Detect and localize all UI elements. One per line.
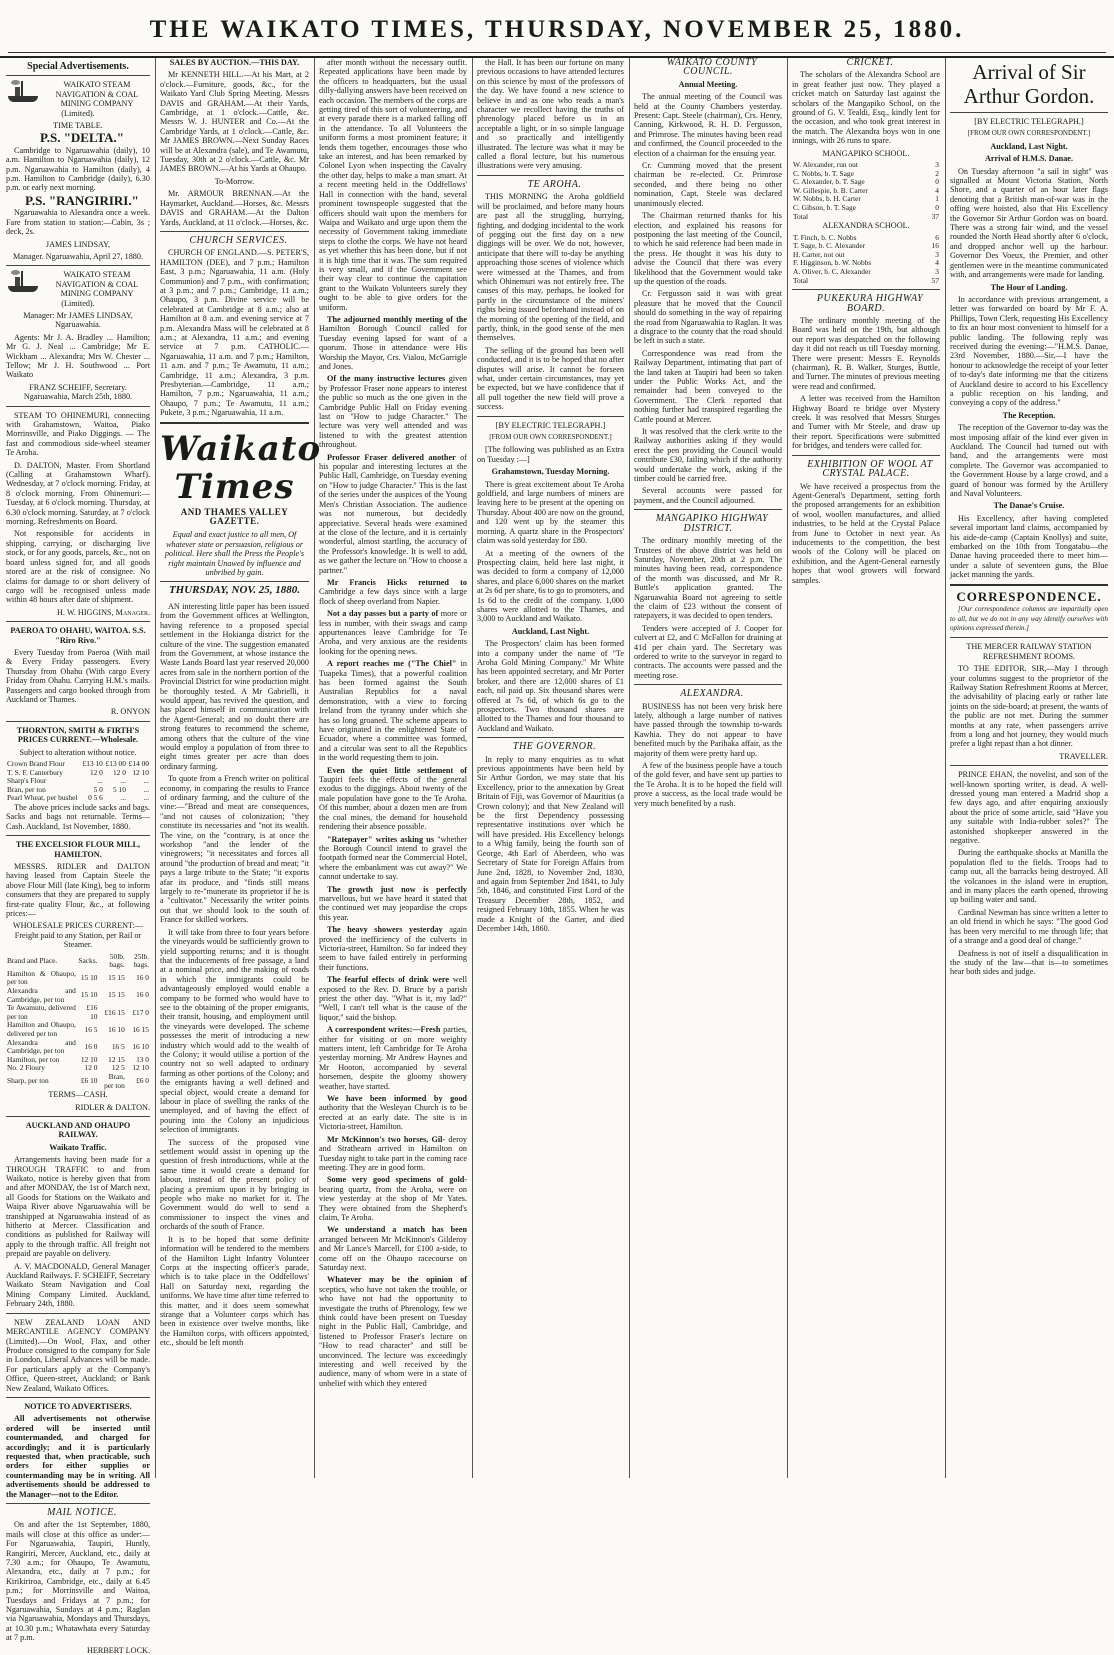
- price-row: [6, 987, 150, 1004]
- table-cell: Alexandra and Cambridge, per ton: [7, 1037, 76, 1056]
- editorial-note: [Our correspondence columns are impartially open to all, but we do not in any way identify ourselves with opinions expressed therein.]: [950, 605, 1108, 632]
- ad-text: STEAM TO OHINEMURI, connecting with Grahamstown, Waitoa, Piako Morrinsville, and Piako Diggings. — The fast and commodious side-wheel steamer Te Aroha.: [6, 410, 150, 458]
- table-cell: 16 10: [108, 1024, 125, 1034]
- ad-title: PAEROA TO OHAHU, WAITOA. S.S. "Riro Rivo.": [10, 626, 146, 645]
- divider: [792, 289, 940, 290]
- article-text: Several accounts were passed for payment, and the Council adjourned.: [634, 486, 782, 505]
- divider: [6, 1503, 150, 1504]
- article-text: The reception of the Governor to-day was the most imposing affair of the kind ever given in Auckland. The Council had turned out with band, and the arrangements were most complete. The Governor was accompanied to the Government House by a large crowd, and a guard of honour was formed by the Artillery and Naval Volunteers.: [950, 423, 1108, 499]
- paragraph-lead: Mr McKinnon's two horses, Gil-: [327, 1134, 446, 1144]
- paragraph-lead: Even the quiet little settlement of: [327, 765, 467, 775]
- table-cell: W. Gillespie, b. B. Carter: [793, 185, 868, 195]
- article-text: On Tuesday afternoon "a sail in sight" was signalled at Mount Victoria Station, North Shore, and a quarter of an hour later flags denoting that a British man-of-war was in the offing were hoisted, also that His Excellency the Governor Sir Arthur Gordon was on board. There was a strong fair wind, and the vessel rounded the North Head shortly after 6 o'clock, and dropped anchor well up the harbour. Governor Des Voeux, the Premier, and other gentlemen were in the meantime communicated with, and arrangements were made for landing.: [950, 166, 1108, 280]
- divider: [6, 406, 150, 407]
- article-text: Cardinal Newman has since written a letter to an old friend in which he says: "The good God has been very merciful to me through life; that of a strange and a good deal of change.": [950, 907, 1108, 946]
- paragraph-lead: Mr Francis Hicks returned to: [327, 577, 467, 587]
- paragraph-lead: We have been informed by good: [327, 1094, 467, 1104]
- paragraph-lead: A report reaches me ("The Chiel": [327, 659, 457, 669]
- divider: [634, 509, 782, 510]
- ad-text: NEW ZEALAND LOAN AND MERCANTILE AGENCY COMPANY (Limited).—On Wool, Flax, and other Produce consigned to the company for Sale in London, Liberal Advances will be made. For particulars apply at the Company's Office, Queen-street, Auckland; or Bank New Zealand, Waikato Offices.: [6, 1317, 150, 1393]
- logo-subtitle: AND THAMES VALLEY GAZETTE.: [180, 506, 289, 527]
- ad-text: WHOLESALE PRICES CURRENT:— Freight paid to any Station, per Rail or Steamer.: [12, 921, 144, 950]
- section-heading: ALEXANDRA.: [680, 688, 744, 700]
- price-row: [6, 794, 150, 803]
- article-text: Cr. Fergusson said it was with great pleasure that he moved that the Council should do something in the way of repairing the road from Ngaruawahia to Raglan. It was a disgrace to the county that the road should be left in such a state.: [634, 289, 782, 346]
- article-text: [The following was published as an Extra on Tuesday :—]: [477, 445, 624, 464]
- column-divider: [629, 58, 630, 1478]
- table-cell: 15 15: [108, 990, 125, 1000]
- article-text: bearing quartz, from the Aroha, were on view yesterday at the shop of Mr Yates. They were obtained from the Shepherd's claim, Te Aroha.: [319, 1184, 467, 1222]
- telegraph-label: [BY ELECTRIC TELEGRAPH.]: [495, 420, 606, 430]
- headline: Arrival of Sir Arthur Gordon.: [963, 60, 1095, 108]
- divider: [6, 265, 150, 266]
- letter-heading: THE MERCER RAILWAY STATION REFRESHMENT ROOMS.: [966, 642, 1092, 661]
- table-cell: 3: [935, 160, 939, 170]
- subheading: Auckland, Last Night.: [990, 141, 1068, 151]
- divider: [6, 835, 150, 836]
- table-cell: Bran, per ton: [7, 784, 46, 794]
- divider: [634, 684, 782, 685]
- divider: [6, 1397, 150, 1398]
- paragraph-lead: The fearful effects of drink were: [327, 975, 450, 985]
- table-cell: 37: [931, 211, 939, 221]
- article-text: The annual meeting of the Council was held at the County Chambers yesterday. Present: Capt. Steele (chairman), Crs. Henry, Canning, Kirkwood, R. H. D. Fergusson, and Primrose. The minutes having been read and confirmed, the Council proceeded to the election of a chairman for the ensuing year.: [634, 92, 782, 158]
- column-news: [319, 58, 467, 1478]
- article-text: PRINCE EHAN, the novelist, and son of the well-known sporting writer, is dead. A well-dressed young man entered a Madrid shop a few days ago, and after enquiring anxiously about the price of some article, said "Have you any suitable with India-rubber soles?" The astonished shopkeeper answered in the negative.: [950, 770, 1108, 846]
- subheading: The Reception.: [1002, 410, 1056, 420]
- table-cell: ...: [120, 793, 126, 803]
- article-text: Mr. ARMOUR BRENNAN.—At the Haymarket, Auckland.—Horses, &c. Messrs DAVIS and GRAHAM.—At the Dalton Yards, Auckland, at 11 o'clock.—Horses, &c.: [160, 189, 309, 227]
- paragraph-lead: The growth just now is perfectly: [327, 884, 467, 894]
- ad-title: AUCKLAND AND OHAUPO RAILWAY.: [25, 1120, 131, 1140]
- table-cell: £14 00: [128, 759, 149, 768]
- table-cell: A. Oliver, b. C. Alexander: [793, 267, 871, 276]
- article-text: The Chairman returned thanks for his election, and explained his reasons for postponing the last meeting of the Council, to which he said reference had been made in the press. He thought it was his duty to advise the Council that there was every likelihood that the Government would take up the question of the roads.: [634, 211, 782, 286]
- table-cell: £13 00: [105, 759, 126, 768]
- table-cell: T. Sage, b. C. Alexander: [793, 241, 866, 251]
- section-heading: SALES BY AUCTION.—THIS DAY.: [169, 58, 300, 67]
- table-cell: 4: [935, 258, 939, 268]
- article-text: in Tuapeka Times), that a powerful coalition has been formed against the South Australian Republics for a naval demonstration, with a view to forcing Ireland from the tyranny under which she has so long groaned. The scheme appears to have originated in the enlightened State of Ecuador, where a committee was formed, and a circular was sent to all the Republics in the world requesting them to join.: [319, 659, 468, 763]
- table-cell: 0: [935, 203, 939, 213]
- paragraph-lead: Professor Fraser delivered another: [327, 452, 456, 462]
- newspaper-logo: Waikato Times: [160, 428, 322, 507]
- ad-text: On and after the 1st September, 1880, mails will close at this office as under:—For Ngaruawahia, Taupiri, Huntly, Rangiriri, Mercer, Auckland, etc., daily at 7.30 a.m.; for Ohaupo, Te Awamutu, Alexandra, etc., daily at 7 p.m.; for Kirikiriroa, Cambridge, etc., daily at 6.45 p.m.; for Morrinsville and Waitoa, Tuesdays and Fridays at 7 p.m.; for Ngaruawahia, Sundays at 4 p.m.; Raglan via Ngaruawahia, Mondays and Thursdays, at 10.30 p.m.; Whatawhata every Saturday at 7 p.m.: [6, 1520, 150, 1643]
- divider: [160, 422, 309, 424]
- ad-manager-role: Manager. Ngaruawahia, April 27, 1880.: [12, 251, 144, 261]
- table-cell: Hamilton & Ohaupo, per ton: [7, 968, 76, 987]
- ad-text: Arrangements having been made for a THROUGH TRAFFIC to and from Waikato, notice is hereby given that from and after MONDAY, the 1st of March next, all Goods for Stations on the Waikato and Waipa River above Ngaruawahia will be transhipped at Ngaruawahia instead of as hitherto at Mercer. Classification and conditions as published for Railway will apply to the through traffic. All freight not prepaid are payable on delivery.: [6, 1155, 150, 1259]
- article-text: AN interesting little paper has been issued from the Government offices at Wellington, having reference to a proposed special settlement in the Hokianga district for the culture of the vine. The suggestion emanated from the Government, at whose instance the Waste Lands Board last year reserved 20,000 acres from sale in the northern portion of the Provincial District for wine production might be thoroughly tested. A Mr Gabrielli, it would appear, has revived the question, and has placed himself in communication with the Agent-General; and no doubt there are strong features to recommend the scheme, among others that the culture of the vine would employ a population of from three to eight times greater per acre than does ordinary farming.: [160, 601, 309, 771]
- paragraph-lead: Of the many instructive lectures: [327, 374, 446, 384]
- price-table: [6, 953, 150, 1091]
- table-cell: Sharp, per ton: [7, 1076, 49, 1086]
- table-cell: Bran, per ton: [104, 1071, 125, 1090]
- correspondent-label: [FROM OUR OWN CORRESPONDENT.]: [489, 433, 612, 442]
- score-row: [792, 204, 940, 213]
- article-text: There is great excitement about Te Aroha goldfield, and large numbers of miners are leaving here to be present at the opening on Thursday. About 400 are now on the ground, and 120 went up by the steamer this morning. A quartz share in the Prospectors' claim was sold yesterday for £80.: [477, 479, 624, 546]
- price-row: [6, 1021, 150, 1038]
- paragraph-lead: Whatever may be the opinion of: [327, 1275, 467, 1285]
- article-text: of his popular and interesting lectures at the Public Hall, Cambridge, on Tuesday evening on "How to judge Character." This is the last of the series under the auspices of the Young Men's Christian Association. The audience was not numerous, but decidedly appreciative. Several heads were examined at the close of the lecture, and it is certainly wonderful, almost startling, the accuracy of the Professor's knowledge. It is well to add, as we gather the lecture on "How to choose a partner.": [319, 452, 467, 575]
- table-cell: H. Carter, not out: [793, 249, 845, 259]
- table-cell: 3: [935, 267, 939, 276]
- divider: [950, 765, 1108, 766]
- telegraph-label: [BY ELECTRIC TELEGRAPH.]: [974, 117, 1084, 126]
- article-text: well exposed to the Rev. D. Bruce by a parish priest the other day. "What is it, my lad?" "Well, I can't tell what is the cause of the liquor," said the bishop.: [319, 975, 468, 1022]
- table-cell: £16 15: [104, 1007, 125, 1017]
- score-row: [792, 268, 940, 277]
- ad-text: MESSRS. RIDLER and DALTON having leased from Captain Steele the above Flour Mill (late King), beg to inform consumers that they are prepared to supply first-rate quality Flour, &c., at following prices:—: [6, 862, 150, 919]
- article-text: Cr. Cumming moved that the present chairman be re-elected. Cr. Primrose seconded, and there being no other nomination, Capt. Steele was declared unanimously elected.: [634, 161, 782, 208]
- letter-signature: TRAVELLER.: [1059, 751, 1108, 761]
- table-cell: ...: [97, 776, 103, 786]
- table-cell: Pearl Wheat, per bushel: [7, 793, 78, 803]
- paragraph-lead: "Ratepayer" writes asking us: [327, 834, 435, 844]
- section-heading: CHURCH SERVICES.: [189, 234, 288, 246]
- section-heading: THE GOVERNOR.: [512, 741, 597, 753]
- subheading: Grahamstown, Tuesday Morning.: [491, 467, 610, 477]
- table-cell: 12 10: [132, 767, 149, 777]
- divider: [950, 584, 1108, 586]
- ad-text: FRANZ SCHEIFF, Secretary. Ngaruawahia, March 25th, 1880.: [23, 382, 133, 402]
- table-cell: 16 5: [111, 1041, 125, 1051]
- table-cell: 5 0: [93, 784, 103, 794]
- table-cell: T. Finch, b. C. Nobbs: [793, 232, 857, 242]
- article-text: It will take from three to four years before the vineyards would be sufficiently grown to yield supporting returns; and it is thought that the inducements of free passage, a land at a nominal price, and the making of roads in which the immigrants could be advantageously employed would enable a company to be formed who would have to see to the obtaining of the proper emigrants, their transit, housing, and employment until the vineyards were developed. The scheme possesses the merit of introducing a new industry which would add to the wealth of the Colony; it would utilise a portion of the country not so well adapted to ordinary farming as other portions of the Colony; and the emigrants having a well defined and special object, would create a demand for labour in place of swelling the ranks of the unemployed, and of having the effect of pouring into the Colony an injudicious selection of immigrants.: [160, 927, 309, 1135]
- paragraph-lead: We understand a match has been: [327, 1225, 467, 1235]
- table-cell: 2: [935, 168, 939, 178]
- score-table: [792, 234, 940, 286]
- table-cell: C. Gibson, b. T. Sage: [793, 203, 856, 213]
- steamship-icon: [6, 80, 40, 104]
- ad-text: Not responsible for accidents in shipping, carrying, or discharging live stock, or for any goods, parcels, &c., not on board unless signed for, and all goods stored are at the risk of consignee. No claims for damage to or short delivery of cargo will be recognised unless made within 48 hours after date of shipment.: [6, 529, 150, 605]
- table-cell: Sharp's Flour: [7, 776, 47, 786]
- subheading: Arrival of H.M.S. Danae.: [984, 154, 1073, 164]
- article-text: Correspondence was read from the Railway Department, intimating that part of the land taken at Taupiri had been so taken under the Public Works Act, and the remainder had been conveyed to the Government. The Clerk reported that nothing further had transpired regarding the Cattle pound at Mercer.: [634, 348, 782, 424]
- table-cell: C. Alexander, b. T. Sage: [793, 177, 865, 187]
- table-cell: 16 10: [132, 1041, 149, 1051]
- subheading: The Hour of Landing.: [990, 282, 1068, 292]
- article-text: The scholars of the Alexandra School are in great feather just now. They played a cricket match on Saturday last against the scholars of the Mangapiko School, on the ground of G. V. Tealdi, Esq., kindly lent for the occasion, and who took great interest in the match. The Alexandra boys won in one innings, with 26 runs to spare.: [792, 70, 940, 146]
- ad-text: All advertisements not otherwise ordered will be inserted until countermanded, and charged for accordingly; and it is particularly requested that, when practicable, such orders for either supplies or countermanding may be in writing. All advertisements should be addressed to the Manager—not to the Editor.: [6, 1414, 150, 1499]
- article-text: parties, either for visiting or on more weighty matters intent, left Cambridge for Te Aroha yesterday morning. Mr Andrew Haynes and Mr Hooton, accompanied by several horsemen, despite the gloomy showery weather, have started.: [319, 1025, 467, 1091]
- price-row: [6, 1004, 150, 1021]
- table-cell: F. Higginson, b. W. Nobbs: [793, 258, 872, 268]
- table-cell: 4: [935, 185, 939, 195]
- ad-text: Subject to alteration without notice.: [19, 747, 137, 757]
- team-heading: ALEXANDRA SCHOOL.: [822, 221, 910, 231]
- ad-text: Agents: Mr J. A. Bradley ... Hamilton; Mr G. J. Neal ... Cambridge; Mr E. Wickham ... Alexandra; Mrs W. Chester ... Tellow; Mr J. H. Southwood ... Port Waikato: [6, 332, 150, 380]
- price-row: [6, 953, 150, 970]
- article-text: the Hall. It has been our fortune on many previous occasions to have attended lectures on this science by most of the professors of the day. We have found a new science to believe in and as one who reads a man's character we recollect having the truths of phrenology placed before us in an acceptable a light, or in so simple language and so practically and intelligently illustrated. The lecture was what it may be called a floral lecture, but his numerous illustrations were very amusing.: [477, 58, 624, 171]
- section-heading: WAIKATO COUNTY COUNCIL.: [666, 57, 758, 78]
- ad-title: NOTICE TO ADVERTISERS.: [24, 1401, 132, 1411]
- article-text: more or less in number, with their swags and camp appurtenances leave Cambridge for Te Aroha, and very anxious are the residents looking for the opening news.: [319, 609, 468, 656]
- ad-text: The above prices include sacks and bags. Sacks and bags not returnable. Terms—Cash. Auckland, 1st November, 1880.: [6, 802, 150, 831]
- correspondent-label: [FROM OUR OWN CORRESPONDENT.]: [967, 129, 1091, 138]
- article-text: "whether the Borough Council intend to gravel the footpath formed near the Commercial Hotel, where the embankment was cut away?" We cannot undertake to say.: [319, 834, 467, 882]
- ad-text: Every Tuesday from Paeroa (With mail & Every Friday passengers. Every Thursday from Ohahu (With cargo Every Friday from Ohahu. Carrying H.M.'s mails. Passengers and cargo booked through from Auckland or Thames.: [6, 647, 150, 704]
- table-cell: Sacks.: [78, 955, 98, 965]
- table-cell: 13 0: [136, 1054, 149, 1064]
- table-cell: 50lb. bags.: [109, 951, 125, 970]
- section-heading: CRICKET.: [846, 57, 894, 68]
- dateline: THURSDAY, NOV. 25, 1880.: [168, 584, 301, 597]
- table-cell: 16 0: [136, 973, 149, 983]
- article-text: Tenders were accepted of J. Cooper for culvert at £2, and C McFallon for draining at 41d per chain yard. The Secretary was ordered to write to the surveyor in regard to contracts. The accounts were passed and the meeting rose.: [634, 623, 782, 680]
- steamship-icon: [6, 270, 40, 294]
- ad-text: Cambridge to Ngaruawahia (daily), 10 a.m. Hamilton to Ngaruawahia (daily), 12 p.m. Ngaruawahia to Hamilton (daily), 4 p.m. Hamilton to Cambridge (daily), 6.30 p.m. or early next morning.: [6, 145, 150, 193]
- table-cell: 12 0: [112, 767, 126, 777]
- table-cell: 16: [931, 241, 939, 251]
- article-text: Mr KENNETH HILL.—At his Mart, at 2 o'clock.—Furniture, goods, &c., for the Waikato Yard Club Spring Meeting. Messrs DAVIS and GRAHAM.—At their Yards, Cambridge, at 1 o'clock.—Cattle, &c. Messrs W. J. HUNTER and Co.—At the Cambridge Yards, at 1 o'clock.—Cattle, &c. Mr JAMES BROWN.—Next Sunday Races will be at Alexandra (sale), and Te Awamutu, Tuesday, 30th at 2 o'clock.—Cattle, &c. Mr JAMES BROWN.—At his Yards at Ohaupo.: [160, 70, 309, 174]
- section-heading: Special Advertisements.: [27, 61, 129, 72]
- table-cell: 12 5: [111, 1063, 125, 1073]
- table-cell: ...: [120, 776, 126, 786]
- article-text: A letter was received from the Hamilton Highway Board re bridge over Mystery creek. It was resolved that Messrs Sturges and Turner with Mr Steele, and draw up their report. Specifications were submitted for bridges, and tenders were called for.: [792, 394, 940, 451]
- table-cell: Hamilton and Ohaupo, delivered per ton: [7, 1020, 76, 1038]
- letter-text: TO THE EDITOR. SIR,—May I through your columns suggest to the proprietor of the Railway Station Refreshment Rooms at Mercer, the advisability of placing early or rather late joints on the side-board; at present, the wants of the public are not met. During the summer months at any rate, when passengers arrive from a long and hot journey, they would much prefer a light repast than a hot dinner.: [950, 664, 1108, 749]
- column-divider: [314, 58, 315, 1478]
- article-text: Cambridge a few days since with a large flock of sheep overland from Napier.: [319, 587, 467, 606]
- table-cell: Brand and Place.: [7, 955, 58, 965]
- table-cell: 12 0: [89, 767, 103, 777]
- table-cell: £6 10: [80, 1076, 98, 1086]
- table-cell: 12 10: [80, 1054, 98, 1064]
- divider: [477, 416, 624, 417]
- article-text: again proved the inefficiency of the culverts in Victoria-street, Hamilton. So far indeed they seem to have failed entirely in performing their functions.: [319, 925, 468, 972]
- price-row: [6, 1073, 150, 1090]
- table-cell: £6 0: [136, 1076, 149, 1086]
- divider: [950, 112, 1108, 113]
- column-advertisements: [6, 58, 150, 1655]
- section-heading: PUKEKURA HIGHWAY BOARD.: [816, 293, 924, 314]
- ad-text: D. DALTON, Master. From Shortland (Calling at Grahamstown Wharf). Wednesday, at 7 o'clock morning. Friday, at 8 o'clock morning. From Ohinemuri:— Tuesday, at 6 o'clock morning. Thursday, at 6.30 o'clock morning. Saturday, at 7 o'clock morning. Refreshments on Board.: [6, 460, 150, 527]
- masthead-rule: [8, 52, 1106, 53]
- paragraph-lead: The adjourned monthly meeting of the: [327, 314, 467, 324]
- table-cell: Crown Brand Flour: [7, 759, 65, 768]
- article-text: It was resolved that the clerk write to the Railway authorities asking if they would erect the pen providing the Council would contribute £30, failing which if the authority would undertake the work, asking if the timber could be carried free.: [634, 427, 782, 484]
- ad-signature: RIDLER & DALTON.: [75, 1102, 150, 1112]
- divider: [950, 637, 1108, 638]
- table-cell: W. Nobbs, b. H. Carter: [793, 194, 861, 204]
- table-cell: 16 0: [84, 1041, 98, 1051]
- table-cell: Total: [793, 211, 809, 221]
- table-cell: 12 15: [108, 1054, 125, 1064]
- table-cell: 16 15: [132, 1024, 149, 1034]
- ad-subtitle: Waikato Traffic.: [49, 1142, 107, 1152]
- table-cell: 6: [935, 232, 939, 242]
- article-text: The ordinary monthly meeting of the Board was held on the 19th, but although our report was despatched on the following day it did not reach us till Tuesday morning. There were present: Messrs E. Reynolds (chairman), R. B. Walker, Sturges, Buttle, and Turner. The minutes of previous meeting were read and confirmed.: [792, 316, 940, 391]
- article-text: marvellous, but we have heard it stated that the continued wet may jeopardise the crops this year.: [319, 893, 467, 922]
- price-table: [6, 760, 150, 803]
- table-cell: ...: [143, 793, 149, 803]
- article-text: We have received a prospectus from the Agent-General's Department, setting forth the proposed arrangements for an exhibition of wool, woollen manufactures, and allied industries, to be held at the Crystal Palace from June to October in next year. As inducements to the competition, the best wools of the Colony will be placed on exhibition, and the Agent-General earnestly hopes that wool growers will forward samples.: [792, 481, 940, 585]
- ad-title: THORNTON, SMITH & FIRTH'S PRICES CURRENT.—Wholesale.: [16, 725, 140, 745]
- divider: [160, 231, 309, 232]
- masthead: [0, 0, 1114, 58]
- table-cell: 12 10: [132, 1063, 149, 1073]
- table-cell: 0 5 6: [88, 793, 103, 803]
- article-text: In accordance with previous arrangement, a letter was forwarded on board by Mr F. A. Phillips, Town Clerk, requesting His Excellency to fix an hour most convenient to himself for a public landing. The following reply was received during the evening:—"H.M.S. Danae, 23rd November, 1880.—Sir,—I have the honour to acknowledge the receipt of your letter of to-day's date informing me that the citizens of Auckland desire to accord to his Excellency a public reception on his landing, and conveying a copy of the address.": [950, 294, 1109, 408]
- article-text: Hamilton Borough Council called for Tuesday evening lapsed for want of a quorum. Those in attendance were His Worship the Mayor, Crs. Vialou, McGarrigle and Jones.: [319, 324, 467, 371]
- price-row: [6, 1039, 150, 1056]
- motto: Equal and exact justice to all men, Of whatever state or persuasion, religious or political. Here shall the Press the People's right maintain Unawed by influence and unbribed by gain.: [164, 530, 305, 578]
- table-cell: 15 10: [80, 973, 98, 983]
- table-cell: C. Nobbs, b. T. Sage: [793, 168, 854, 178]
- table-cell: 16 0: [136, 990, 149, 1000]
- divider: [6, 1116, 150, 1117]
- table-cell: Hamilton, per ton: [7, 1054, 60, 1064]
- price-row: [6, 970, 150, 987]
- column-cricket: [792, 58, 940, 1478]
- ad-rangiriri: P.S. "RANGIRIRI.": [25, 192, 139, 208]
- article-text: CHURCH OF ENGLAND.—S. PETER'S, HAMILTON (DEE), and 7 p.m.; Hamilton East, 3 p.m.; Ngaruawahia, 11 a.m. (Holy Communion) and 7 p.m., with confirmation; at 3 p.m.; and 7 p.m.; Cambridge, 11 a.m.; Ohaupo, 3 p.m. Divine service will be celebrated at Cambridge at 8 a.m.; also at Hamilton at 8 a.m. and evening service at 7 p.m. Alexandra Mass will be celebrated at 8 a.m.; at Alexandra, 11 a.m.; and evening service at 7 p.m. CATHOLIC.—Ngaruawahia, 11 a.m. and 7 p.m.; Hamilton, 11 a.m. and 7 p.m.; Te Awamutu, 11 a.m.; Cambridge, 11 a.m.; Alexandra, 3 p.m. Presbyterian.—Cambridge, 11 a.m.; Hamilton, 7 p.m.; Ngaruawahia, 11 a.m.; Ohaupo, 7 p.m.; Te Awamutu, 11 a.m.; Pukete, 3 p.m.; Ngaruawahia, 11 a.m.: [160, 248, 309, 418]
- divider: [792, 455, 940, 456]
- table-cell: 16 5: [84, 1024, 98, 1034]
- article-text: The Prospectors' claim has been formed into a company under the name of "Te Aroha Gold Mining Company." Mr White has been appointed secretary, and Mr Porter broker, and there are 12,000 shares of £1 each, nil paid up. Six thousand shares were offered at 7s 6d, of which 6s go to the prospectors. Two thousand shares are allotted to the Thames and four thousand to Auckland and Waikato.: [477, 639, 624, 733]
- article-text: A few of the business people have a touch of the gold fever, and have sent up parties to the Te Aroha. It is to be hoped the field will prove a success, as the local trade would be very much benefited by a rush.: [634, 761, 782, 808]
- article-text: The ordinary monthly meeting of the Trustees of the above district was held on Saturday, November, 20th at 2 p.m. The minutes having been read, correspondence of the month was discussed, and Mr R. Buttle's application granted. The Ngaruawahia Board not agreeing to settle the claim of £23 without the consent of ratepayers, it was decided to open tenders.: [634, 536, 782, 621]
- table-cell: No. 2 Floury: [7, 1063, 45, 1073]
- divider: [6, 1313, 150, 1314]
- paragraph-lead: Not a day passes but a party of: [327, 609, 439, 619]
- article-text: arranged between Mr McKinnon's Gilderoy and Mr Lance's Marcell, for £100 a-side, to come off on the Ohaupo racecourse on Saturday next.: [319, 1234, 467, 1272]
- paragraph-lead: The heavy showers yesterday: [327, 925, 443, 935]
- divider: [160, 581, 309, 582]
- table-cell: 0: [935, 177, 939, 187]
- divider: [6, 621, 150, 622]
- table-cell: W. Alexander, run out: [793, 160, 858, 170]
- score-row: [792, 213, 940, 222]
- article-text: deroy and Strathearn arrived in Hamilton on Tuesday night to take part in the coming race meeting. They are in good form.: [319, 1134, 468, 1172]
- article-text: At a meeting of the owners of the Prospecting claim, held here last night, it was decided to form a company of 12,000 shares, and place 6,000 shares on the market at 2s 6d per share, 6s to go to promoters, and 1s 6d to the credit of the company. 1,000 shares were allotted to the Thames, and 3,000 to Auckland and Waikato.: [477, 548, 624, 624]
- table-cell: 15 15: [108, 973, 125, 983]
- team-heading: MANGAPIKO SCHOOL.: [822, 148, 910, 158]
- divider: [477, 737, 624, 738]
- article-text: after month without the necessary outfit. Repeated applications have been made by the officers to headquarters, but the usual dilly-dallying answers have been received on each occasion. The members of the corps are getting tired of this sort of volunteering, and at every parade there is a marked falling off in the attendance. To all Volunteers the uniform forms a most prominent feature; it lends them together, encourages those who take an interest, and has been remarked by Colonel Lyon when inspecting the Cavalry the other day, helps to make a man smart. At a recent meeting held in the Oddfellows' Hall in connection with the band, several prominent townspeople suggested that the officers should wait upon the members for Waipa and Waikato and urge upon them the necessity of Government taking immediate steps to clothe the corps. We have not heard as yet whether this has been done, but if not it is high time that it was. The sum required is very small, and if the Government see their way clear to continue the capitation grant to the Waikato Volunteers surely they ought to be able to give orders for the uniform.: [319, 58, 468, 312]
- table-cell: £13 10: [82, 759, 103, 768]
- section-heading: TE AROHA.: [527, 178, 582, 190]
- article-text: During the earthquake shocks at Manilla the population fled to the fields. Troops had to camp out, all the barracks being destroyed. All the volcanoes in the island were in eruption, and in many places the earth opened, throwing up boiling water and sand.: [950, 848, 1108, 905]
- score-table: [792, 161, 940, 221]
- article-text: In reply to many enquiries as to what previous appointments have been held by Sir Arthur Gordon, we may state that his Excellency, prior to the annexation by Great Britain of Fiji, was Governor of Mauritius (a Crown colony); and that New Zealand will be the first Dependency possessing representative institutions over which he will have presided. His Excellency belongs to a Whig family, being the fourth son of George, 4th Earl of Aberdeen, who was Secretary of State for Foreign Affairs from June 2nd, 1828, to November 2nd, 1830, and again from September 2nd 1841, to July 5th, 1846, and constituted First Lord of the Treasury December 28th, 1852, and resigned February 10th, 1855. When he was made a Knight of the Garter, and died December 14th, 1860.: [477, 754, 624, 933]
- article-text: To quote from a French writer on political economy, in comparing the results to France of ordinary farming, and the culture of the vine:—"Bread and meat are consequences, "and not causes of colonization; "they constitute its necessaries and "not its wealth. The vine, on the "contrary, is at once the workshop "and the lender of the vinegrowers; "it necessitates and forces all around "the production of bread and meat; "it pays a large tribute to the State; "it exports afar its produce, and "finds still means largely to re-"munerate its proprietor if he is a "cultivator." Necessarily the writer points out that we should look to the south of France for skilled workers.: [160, 774, 309, 925]
- ad-text: A. V. MACDONALD, General Manager Auckland Railways. F. SCHEIFF, Secretary Waikato Steam Navigation and Coal Mining Company Limited. Auckland, February 24th, 1880.: [6, 1261, 150, 1309]
- column-divider: [155, 58, 156, 1478]
- article-text: given by Professor Fraser none appears to interest the public so much as the one given in the Cambridge Public Hall on Friday evening last on "How to judge Character." The lecture was very well attended and was listened to with the greatest attention throughout.: [319, 374, 467, 450]
- table-cell: Total: [793, 275, 809, 285]
- divider: [477, 175, 624, 176]
- ad-steam-title: WAIKATO STEAM NAVIGATION & COAL MINING COMPANY (Limited).: [55, 80, 139, 118]
- ad-text: TERMS—CASH.: [48, 1090, 108, 1100]
- section-heading: EXHIBITION OF WOOL AT CRYSTAL PALACE.: [807, 458, 933, 480]
- divider: [6, 75, 150, 76]
- subheading: Auckland, Last Night.: [511, 626, 590, 636]
- column-editorial: [160, 58, 322, 1478]
- column-county-council: [634, 58, 782, 1478]
- column-arrival: [950, 58, 1108, 1478]
- table-cell: 15 10: [80, 990, 98, 1000]
- table-cell: 1: [935, 194, 939, 204]
- price-row: [6, 1064, 150, 1073]
- divider: [6, 721, 150, 722]
- column-divider: [472, 58, 473, 1478]
- article-text: sceptics, who have not taken the trouble, or who have not had the opportunity to investigate the truths of Phrenology, few we think could have been present on Tuesday night in the Public Hall, Cambridge, and listened to Professor Fraser's lecture on "How to read character" and still be unconvinced. The lecture was exceedingly interesting and well received by the audience, many of whom were in a state of unbelief with which they entered: [319, 1284, 467, 1388]
- article-text: The selling of the ground has been well conducted, and it is to be hoped that no after disputes will arise. It cannot be forseen what, under certain circumstances, may yet be expected, but we have confidence that if all pull together the new field will prove a success.: [477, 345, 624, 412]
- section-heading: MANGAPIKO HIGHWAY DISTRICT.: [655, 513, 769, 534]
- ad-steam-title: WAIKATO STEAM NAVIGATION & COAL MINING COMPANY (Limited).: [55, 270, 139, 308]
- subheading: Annual Meeting.: [678, 79, 738, 89]
- table-cell: ...: [143, 776, 149, 786]
- ad-text: Manager: Mr JAMES LINDSAY, Ngaruawahia.: [23, 310, 133, 330]
- article-text: The success of the proposed vine settlement would assist in opening up the question of fresh introductions, while at the same time it would create a demand for labour, instead of the present policy of placing a premium upon it by bringing in people who make no market for it. The Government would do well to send a commissioner to inspect the vines and orchards of the south of France.: [160, 1137, 309, 1232]
- table-cell: £16 10: [86, 1003, 98, 1021]
- table-cell: 3: [935, 249, 939, 259]
- paragraph-lead: Some very good specimens of gold-: [327, 1175, 467, 1185]
- ad-delta: P.S. "DELTA.": [39, 130, 125, 146]
- subheading: The Danae's Cruise.: [993, 501, 1065, 511]
- article-text: authority that the Wesleyan Church is to be erected at an early date. The site is in Victoria-street, Hamilton.: [319, 1103, 467, 1132]
- table-cell: £17 0: [132, 1007, 149, 1017]
- paragraph-lead: A correspondent writes:—Fresh: [327, 1025, 441, 1035]
- article-text: Taupiri feels the effects of the general exodus to the diggings. About twenty of the male population have gone to the Te Aroha. Of this number, about a dozen men are from the coal mines, the demand for household rendering their absence possible.: [319, 775, 467, 832]
- article-text: BUSINESS has not been very brisk here lately, although a large number of natives have passed through the township to-wards Kawhia. They do not appear to have benefited much by the Parihaka affair, as the majority of them were pretty hard up.: [634, 701, 782, 758]
- table-cell: Alexandra and Cambridge, per ton: [7, 986, 76, 1004]
- table-cell: 57: [931, 275, 939, 285]
- article-text: His Excellency, after having completed several important land claims, accompanied by his aide-de-camp (Captain Knollys) and suite, embarked on the 10th from Tongatabu—the Danae having proceeded there to meet him—under a salute of seventeen guns, the Blue jacket manning the yards.: [950, 513, 1108, 580]
- section-heading: CORRESPONDENCE.: [956, 588, 1102, 604]
- ad-title: MAIL NOTICE.: [47, 1507, 117, 1518]
- table-cell: Te Awamutu, delivered per ton: [7, 1003, 76, 1021]
- article-text: It is to be hoped that some definite information will be tendered to the members of the Hamilton Light Infantry Volunteer Corps at the inspecting officer's parade, which is to take place in the Oddfellows' Hall on Saturday next, regarding the uniforms. We have time after time referred to this matter, and it does seem somewhat strange that a Volunteer corps which has been in existence over twelve months, like the Hamilton corps, with officers appointed, etc., should be left month: [160, 1234, 309, 1348]
- ad-signature: HERBERT LOCK.: [86, 1645, 150, 1655]
- ad-title: THE EXCELSIOR FLOUR MILL, HAMILTON.: [15, 840, 141, 859]
- article-text: Deafness is not of itself a disqualification in the study of the law—that is—to sometimes hear both sides and judge.: [950, 948, 1108, 977]
- table-cell: T. S. F. Canterbury: [7, 767, 63, 777]
- ad-signature: R. ONYON: [110, 707, 150, 717]
- table-cell: ...: [143, 784, 149, 794]
- ad-signature: H. W. HIGGINS, Manager.: [56, 607, 150, 617]
- table-cell: 25lb. bags.: [133, 951, 149, 970]
- section-heading: To-Morrow.: [214, 176, 255, 186]
- column-te-aroha: [477, 58, 624, 1478]
- ad-manager: JAMES LINDSAY,: [45, 239, 111, 249]
- article-text: THIS MORNING the Aroha goldfield will be proclaimed, and before many hours are past all the struggling, hurrying, fighting, and dodging incidental to the work of pegging out the first day on a new diggings will be over. We do not, however, anticipate that there will to-day be anything approaching those scenes of violence which were witnessed at the Thames, and from which Ohinemuri was not entirely free. The causes of this may, perhaps, be looked for partly in the circumstance of the miners' rights being issued beforehand instead of on the morning of the opening of the field, and partly, think, in the good sense of the men themselves.: [477, 192, 624, 343]
- table-cell: 12 0: [84, 1063, 98, 1073]
- newspaper-title: THE WAIKATO TIMES, THURSDAY, NOVEMBER 25, 1880.: [149, 16, 965, 43]
- column-divider: [945, 58, 946, 1478]
- table-cell: 5 10: [112, 784, 126, 794]
- score-row: [792, 277, 940, 286]
- column-divider: [787, 58, 788, 1478]
- ad-text: Ngaruawahia to Alexandra once a week. Fare from station to station:—Cabin, 3s ; deck, 2s.: [6, 208, 150, 237]
- ad-timetable: TIME TABLE.: [53, 121, 103, 131]
